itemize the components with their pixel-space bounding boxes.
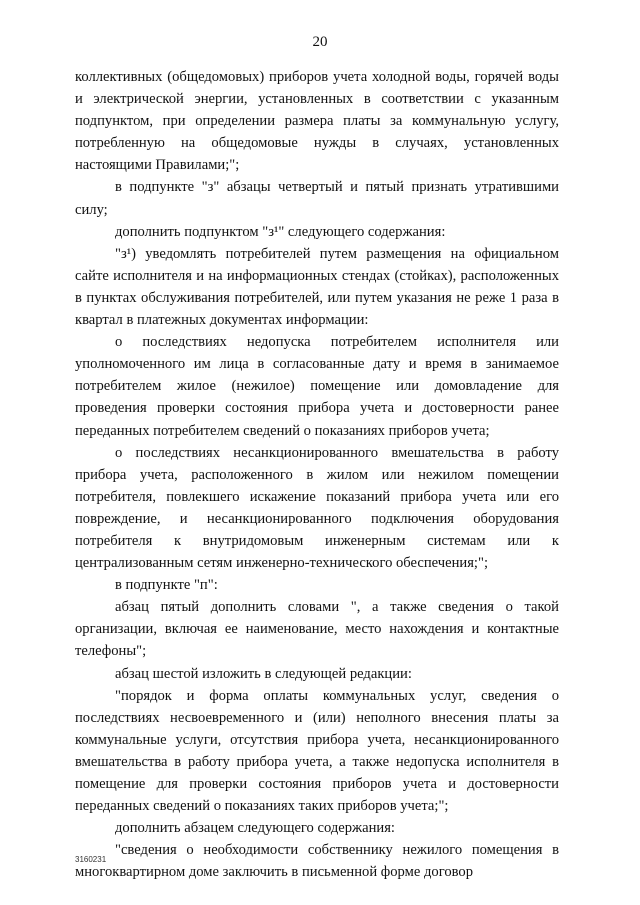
document-body	[75, 66, 559, 883]
paragraph: в подпункте "п":	[115, 577, 218, 594]
page-number: 20	[312, 34, 328, 50]
paragraph: о последствиях несанкционированного вмешательства в работу прибора учета, расположенного в жилом или нежилом помещении потребителя, повлекшего искажение показаний прибора учета или его повреждение, и несанкционированного подключения оборудования потребителя к внутридомовым инженерным системам или к централизованным сетям инженерно-технического обеспечения;";	[75, 444, 559, 572]
document-id: 3160231	[75, 855, 107, 864]
paragraph: "сведения о необходимости собственнику нежилого помещения в многоквартирном доме заключить в письменной форме договор	[75, 842, 559, 881]
paragraph: абзац шестой изложить в следующей редакции:	[115, 665, 412, 682]
paragraph: о последствиях недопуска потребителем исполнителя или уполномоченного им лица в согласованные дату и время в занимаемое потребителем жилое (нежилое) помещение или домовладение для проведения проверки состояния прибора учета и достоверности ранее переданных потребителем сведений о показаниях приборов учета;	[75, 334, 559, 439]
paragraph: "з¹) уведомлять потребителей путем размещения на официальном сайте исполнителя и на информационных стендах (стойках), расположенных в пунктах обслуживания потребителей, или путем указания не реже 1 раза в квартал в платежных документах информации:	[75, 245, 559, 329]
paragraph: дополнить подпунктом "з¹" следующего содержания:	[115, 223, 446, 240]
paragraph: "порядок и форма оплаты коммунальных услуг, сведения о последствиях несвоевременного и (или) неполного внесения платы за коммунальные услуги, отсутствия прибора учета, несанкционированного вмешательства в работу прибора учета, а также недопуска исполнителя в помещение для проверки состояния приборов учета и достоверности переданных сведений о показаниях таких приборов учета;";	[75, 687, 559, 815]
paragraph: абзац пятый дополнить словами ", а также сведения о такой организации, включая ее наименование, место нахождения и контактные телефоны";	[75, 599, 559, 660]
paragraph: дополнить абзацем следующего содержания:	[115, 820, 395, 837]
paragraph: коллективных (общедомовых) приборов учета холодной воды, горячей воды и электрической энергии, установленных в соответствии с указанным подпунктом, при определении размера платы за коммунальную услугу, потребленную на общедомовые нужды в случаях, установленных настоящими Правилами;";	[75, 69, 559, 174]
paragraph: в подпункте "з" абзацы четвертый и пятый признать утратившими силу;	[75, 179, 559, 218]
